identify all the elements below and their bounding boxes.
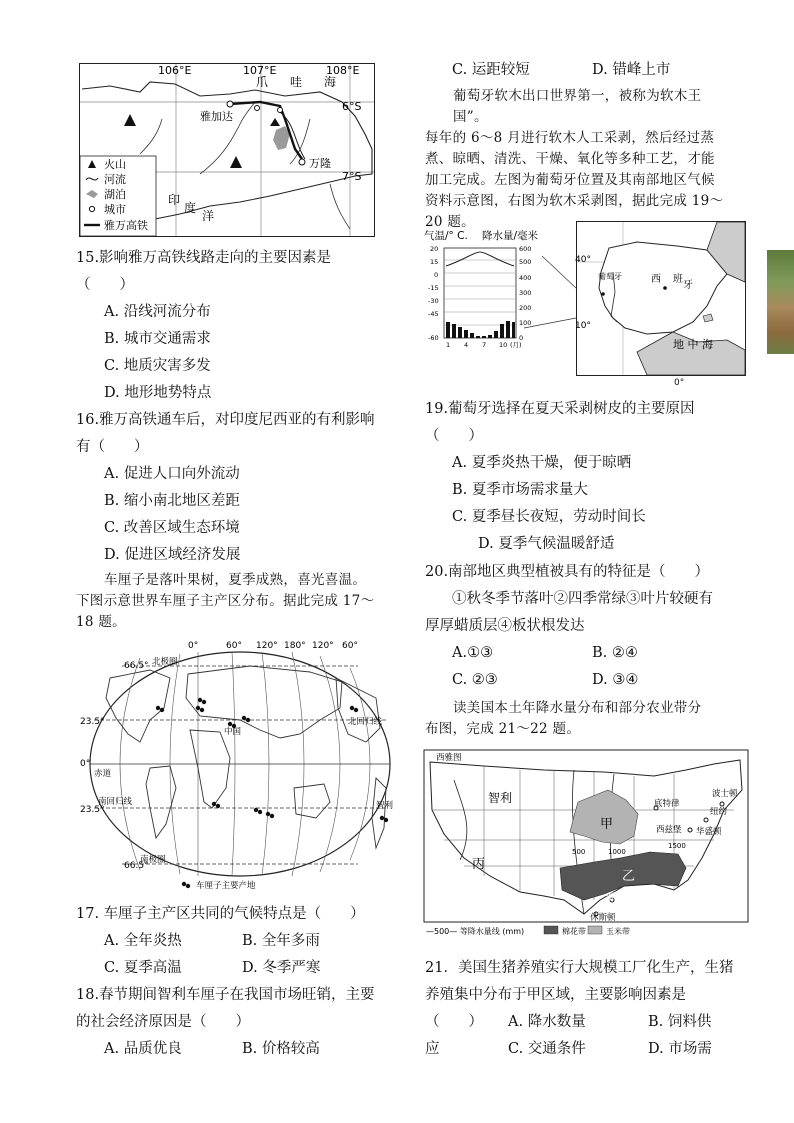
lat-label: 23.5° bbox=[80, 805, 105, 815]
lat-label: 7°S bbox=[342, 170, 362, 183]
tropic-capricorn-label: 南回归线 bbox=[98, 797, 133, 807]
question-stem: 15.影响雅万高铁线路走向的主要因素是 bbox=[76, 250, 332, 266]
option-a: A.①③ bbox=[452, 645, 494, 661]
lat-label: 6°S bbox=[342, 100, 362, 113]
lon-label: 106°E bbox=[158, 64, 192, 77]
lon-label: 10° bbox=[575, 321, 591, 331]
month-tick: 1 bbox=[446, 341, 451, 349]
answer-paren: （ ） bbox=[425, 428, 483, 444]
question-stem: 18.春节期间智利车厘子在我国市场旺销，主要 bbox=[76, 987, 375, 1003]
lon-label: 60° bbox=[342, 641, 358, 651]
precip-tick: 0 bbox=[519, 334, 524, 342]
intro-line: 布图，完成 21～22 题。 bbox=[425, 721, 581, 737]
railway-line bbox=[230, 102, 302, 159]
option-c: C. 运距较短 bbox=[452, 62, 530, 78]
question-stem-2: 的社会经济原因是（ ） bbox=[76, 1014, 250, 1030]
lat-label: 66.5° bbox=[124, 861, 149, 871]
region-jia-label: 甲 bbox=[600, 817, 614, 832]
option-d: D. 夏季气候温暖舒适 bbox=[478, 536, 615, 552]
option-d: D. 错峰上市 bbox=[592, 62, 671, 78]
usa-agriculture-map bbox=[424, 750, 748, 935]
month-tick: 4 bbox=[464, 341, 469, 349]
option-d: D. 促进区域经济发展 bbox=[104, 547, 241, 563]
temp-tick: -45 bbox=[428, 310, 439, 318]
legend-lake: 湖泊 bbox=[104, 188, 126, 201]
option-a: A. 全年炎热 bbox=[104, 933, 182, 949]
temp-tick: 20 bbox=[430, 245, 439, 253]
temp-axis-label: 气温/° C. bbox=[424, 230, 468, 242]
question-stem: 16.雅万高铁通车后，对印度尼西亚的有利影响 bbox=[76, 412, 375, 428]
arctic-circle-label: 北极圈 bbox=[152, 657, 178, 667]
sea-label: 哇 bbox=[290, 75, 303, 89]
city-marker bbox=[278, 108, 283, 113]
question-15 bbox=[76, 245, 331, 299]
city-marker bbox=[601, 292, 605, 296]
answer-paren: （ ） bbox=[76, 277, 134, 293]
question-19-options bbox=[452, 450, 646, 558]
legend-river: 河流 bbox=[104, 173, 126, 186]
climate-chart-svg bbox=[424, 228, 576, 350]
temp-tick: 15 bbox=[430, 258, 439, 266]
region-bing-label: 丙 bbox=[472, 857, 486, 872]
houston-label: 休斯顿 bbox=[590, 913, 616, 923]
month-tick: 10 bbox=[499, 341, 508, 349]
legend-corn: 玉米带 bbox=[606, 927, 630, 936]
question-15-options bbox=[104, 299, 211, 407]
intro-line: 葡萄牙软木出口世界第一，被称为软木王国”。 bbox=[453, 88, 702, 125]
intro-17-18 bbox=[76, 570, 376, 633]
option-a: A. 品质优良 bbox=[104, 1041, 182, 1057]
question-16 bbox=[76, 407, 375, 461]
question-20-stem: 20.南部地区典型植被具有的特征是（ ） bbox=[425, 564, 710, 580]
volcano-icon bbox=[230, 156, 242, 168]
question-20-line3: 厚厚蜡质层④板状根发达 bbox=[425, 618, 585, 634]
option-b: B. 缩小南北地区差距 bbox=[104, 493, 240, 509]
option-a: A. 夏季炎热干燥，便于晾晒 bbox=[452, 455, 632, 471]
city-marker bbox=[720, 802, 724, 806]
option-c: C. ②③ bbox=[452, 672, 498, 688]
spain-label: 班 bbox=[673, 274, 683, 285]
intro-line: 读美国本土年降水量分布和部分农业带分 bbox=[453, 700, 702, 716]
option-c: C. 交通条件 bbox=[508, 1041, 586, 1057]
boston-label: 波士顿 bbox=[712, 789, 738, 799]
option-b: B. 全年多雨 bbox=[242, 933, 320, 949]
intro-21-22 bbox=[425, 698, 725, 740]
lon-0-label: 0° bbox=[674, 378, 685, 388]
world-map-svg bbox=[80, 638, 394, 893]
lat-label: 0° bbox=[80, 759, 91, 769]
intro-line: 18 题。 bbox=[76, 614, 126, 630]
option-d: D. 冬季严寒 bbox=[242, 960, 321, 976]
lat-label: 40° bbox=[575, 255, 591, 265]
question-19 bbox=[425, 396, 695, 450]
question-18 bbox=[76, 982, 375, 1036]
intro-line: 下图示意世界车厘子主产区分布。据此完成 17～ bbox=[76, 593, 375, 609]
question-stem: 21．美国生猪养殖实行大规模工厂化生产，生猪 bbox=[425, 960, 734, 976]
precip-tick: 200 bbox=[519, 304, 532, 312]
lat-label: 23.5° bbox=[80, 717, 105, 727]
java-map-svg bbox=[80, 64, 374, 236]
precip-tick: 100 bbox=[519, 319, 532, 327]
precip-tick: 500 bbox=[519, 258, 532, 266]
spain-label: 牙 bbox=[683, 280, 693, 291]
option-d: D. 市场需 bbox=[648, 1041, 712, 1057]
question-20-line2: ①秋冬季节落叶②四季常绿③叶片较硬有 bbox=[452, 591, 713, 607]
legend-volcano: 火山 bbox=[104, 158, 126, 171]
option-c: C. 夏季高温 bbox=[104, 960, 182, 976]
lon-label: 0° bbox=[188, 641, 199, 651]
climate-chart bbox=[424, 228, 576, 350]
question-stem-2: 有（ ） bbox=[76, 439, 149, 455]
cork-harvest-photo bbox=[767, 250, 794, 354]
legend-label: 车厘子主要产地 bbox=[196, 881, 256, 891]
new-orleans-label: 新奥尔良 bbox=[606, 893, 641, 903]
option-b: B. 价格较高 bbox=[242, 1041, 320, 1057]
option-b: B. 夏季市场需求量大 bbox=[452, 482, 588, 498]
legend-cherry-icon bbox=[182, 882, 190, 888]
question-17-stem: 17. 车厘子主产区共同的气候特点是（ ） bbox=[76, 906, 365, 922]
tropic-cancer-label: 北回归线 bbox=[348, 717, 383, 727]
lat-label: 66.5° bbox=[124, 661, 149, 671]
antarctic-circle-label: 南极圈 bbox=[140, 855, 166, 865]
city-marker bbox=[255, 106, 260, 111]
contour-label: 1000 bbox=[608, 848, 626, 856]
contour-label: 500 bbox=[572, 848, 586, 856]
month-tick: (月) bbox=[510, 341, 522, 349]
volcano-icon bbox=[124, 114, 136, 126]
pittsburgh-label: 西兹堡 bbox=[656, 825, 682, 835]
chile-label: 智利 bbox=[376, 801, 394, 811]
seattle-label: 西雅图 bbox=[436, 753, 462, 763]
precip-tick: 600 bbox=[519, 245, 532, 253]
china-label: 中国 bbox=[224, 727, 242, 737]
ocean-label: 洋 bbox=[202, 209, 215, 223]
city-marker bbox=[227, 101, 233, 107]
option-d: D. 地形地势特点 bbox=[104, 385, 212, 401]
option-c: C. 改善区域生态环境 bbox=[104, 520, 240, 536]
usa-map-svg bbox=[424, 750, 748, 935]
iberia-map bbox=[576, 221, 746, 376]
precip-axis-label: 降水量/毫米 bbox=[482, 230, 539, 242]
intro-line: 20 题。 bbox=[425, 214, 475, 230]
option-b: B. 饲料供 bbox=[648, 1014, 712, 1030]
portugal-label: 葡萄牙 bbox=[598, 272, 622, 281]
temp-tick: -30 bbox=[428, 297, 439, 305]
option-a: A. 促进人口向外流动 bbox=[104, 466, 240, 482]
intro-19-20 bbox=[425, 86, 725, 233]
contour-label: 1500 bbox=[668, 842, 686, 850]
java-railway-map bbox=[79, 63, 375, 237]
ocean-label: 度 bbox=[184, 201, 197, 215]
legend-cotton: 棉花带 bbox=[562, 927, 586, 936]
detroit-label: 底特律 bbox=[654, 799, 680, 809]
temp-tick: -15 bbox=[428, 284, 439, 292]
legend-contour: —500— 等降水量线 (mm) bbox=[426, 927, 525, 936]
region-yi-label: 乙 bbox=[622, 869, 636, 884]
washington-label: 华盛顿 bbox=[696, 827, 722, 837]
question-stem: 19.葡萄牙选择在夏天采剥树皮的主要原因 bbox=[425, 401, 695, 417]
lon-label: 120° bbox=[312, 641, 334, 651]
city-marker bbox=[688, 828, 692, 832]
equator-label: 赤道 bbox=[94, 769, 112, 779]
option-b: B. 城市交通需求 bbox=[104, 331, 211, 347]
question-21 bbox=[425, 955, 733, 1009]
answer-paren: （ ） bbox=[425, 1014, 483, 1030]
option-a: A. 降水数量 bbox=[508, 1014, 586, 1030]
intro-line: 煮、晾晒、清洗、干燥、氧化等多种工艺，才能 bbox=[425, 151, 715, 167]
city-label-bandung: 万隆 bbox=[309, 157, 331, 170]
intro-line: 资料示意图，右图为软木采剥图，据此完成 19～ bbox=[425, 193, 724, 209]
sea-label: 海 bbox=[324, 75, 337, 89]
lon-label: 60° bbox=[226, 641, 242, 651]
option-a: A. 沿线河流分布 bbox=[104, 304, 211, 320]
question-16-options bbox=[104, 461, 240, 569]
lon-label: 107°E bbox=[243, 64, 277, 77]
city-marker bbox=[299, 159, 305, 165]
option-c: C. 夏季昼长夜短，劳动时间长 bbox=[452, 509, 646, 525]
option-c: C. 地质灾害多发 bbox=[104, 358, 211, 374]
option-b-continued: 应 bbox=[425, 1041, 440, 1057]
sea-label: 爪 bbox=[256, 75, 269, 89]
temp-tick: 0 bbox=[434, 271, 439, 279]
precip-tick: 400 bbox=[519, 274, 532, 282]
month-tick: 7 bbox=[482, 341, 487, 349]
volcano-icon bbox=[270, 118, 280, 126]
city-label-jakarta: 雅加达 bbox=[200, 110, 233, 123]
option-d: D. ③④ bbox=[592, 672, 639, 688]
question-stem-2: 养殖集中分布于甲区域，主要影响因素是 bbox=[425, 987, 686, 1003]
legend-city: 城市 bbox=[104, 203, 126, 216]
intro-line: 加工完成。左图为葡萄牙位置及其南部地区气候 bbox=[425, 172, 715, 188]
sea-label: 地 中 海 bbox=[673, 338, 713, 351]
city-marker bbox=[704, 818, 708, 822]
temp-tick: -60 bbox=[428, 334, 439, 342]
legend-railway: 雅万高铁 bbox=[104, 219, 148, 232]
lon-label: 180° bbox=[284, 641, 306, 651]
option-b: B. ②④ bbox=[592, 645, 638, 661]
spain-label: 西 bbox=[651, 274, 661, 285]
city-marker bbox=[663, 286, 667, 290]
ocean-label: 印 bbox=[168, 193, 181, 207]
lon-label: 108°E bbox=[326, 64, 360, 77]
intro-line: 车厘子是落叶果树，夏季成熟，喜光喜温。 bbox=[104, 572, 367, 588]
intro-line: 每年的 6～8 月进行软木人工采剥，然后经过蒸 bbox=[425, 130, 715, 146]
iberia-map-svg bbox=[577, 222, 745, 375]
chile-label: 智利 bbox=[488, 791, 513, 805]
lon-label: 120° bbox=[256, 641, 278, 651]
world-cherry-map bbox=[80, 638, 394, 893]
precip-tick: 300 bbox=[519, 289, 532, 297]
new-york-label: 纽约 bbox=[710, 807, 728, 817]
